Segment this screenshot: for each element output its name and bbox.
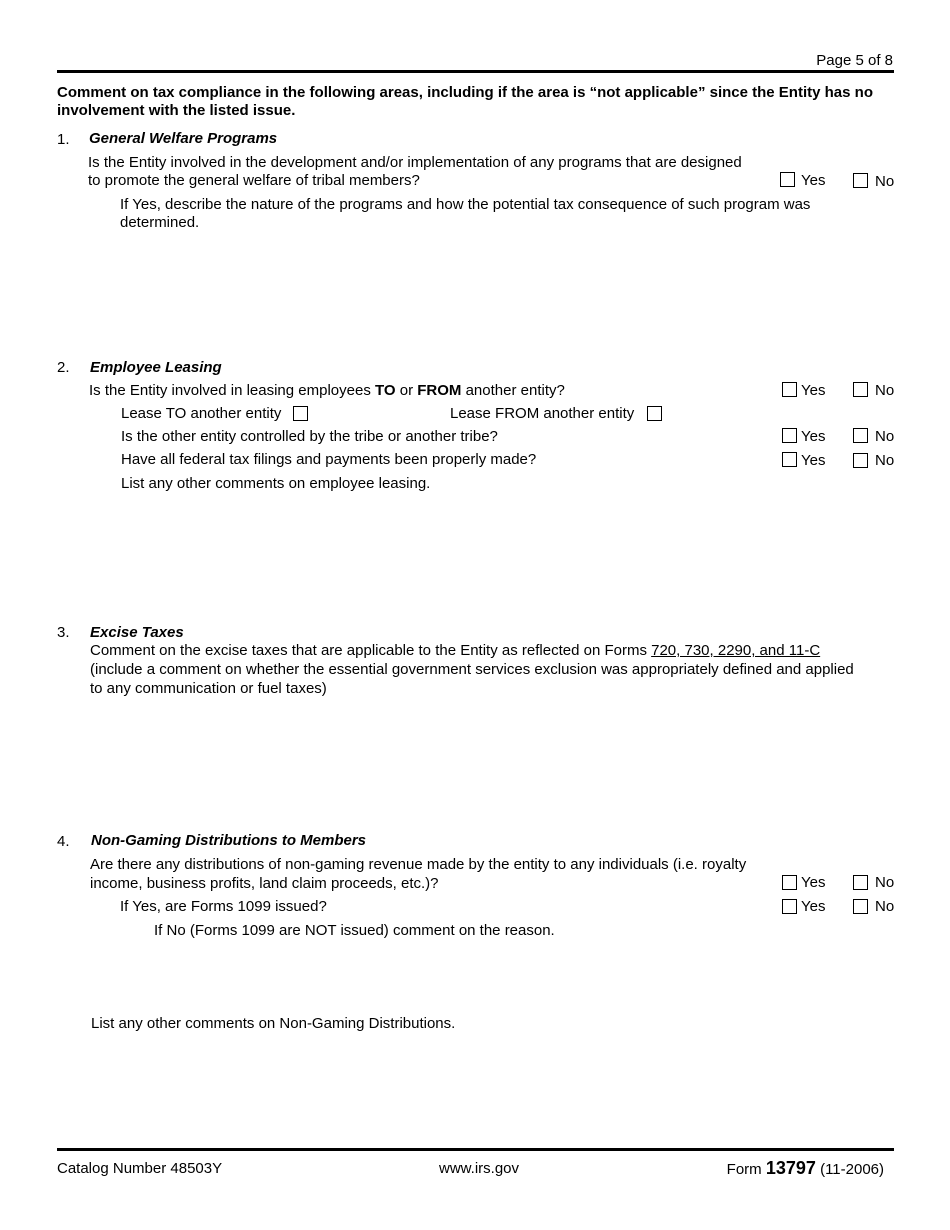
section-3-number: 3. [57,624,70,641]
intro-text: Comment on tax compliance in the following areas, including if the area is “not applicable” since the Entity has no involvement with the listed issue. [57,84,873,119]
s3-forms-link[interactable]: 720, 730, 2290, and 11-C [651,642,821,659]
s2-question-or: or [395,382,418,399]
s2-filings-no-label: No [875,452,895,469]
s2-filings-no-checkbox[interactable] [853,453,868,468]
s2-controlled-yes-label: Yes [801,428,826,445]
s1-no-label: No [875,173,895,190]
page-number: Page 5 of 8 [816,52,893,69]
s4-if-no-prompt: If No (Forms 1099 are NOT issued) comment on the reason. [154,922,555,939]
s4-distributions-no-label: No [875,874,895,891]
s2-controlled-no-label: No [875,428,895,445]
s3-line1 [90,642,820,659]
s1-yes-checkbox[interactable] [780,172,795,187]
s3-line1-text: Comment on the excise taxes that are applicable to the Entity as reflected on Forms [90,642,652,659]
form-id [727,1158,884,1179]
s1-followup-line1: If Yes, describe the nature of the programs and how the potential tax consequence of such program was [120,196,811,213]
s2-lease-from-label: Lease FROM another entity [450,405,635,422]
top-rule [57,70,894,73]
s2-leasing-yes-checkbox[interactable] [782,382,797,397]
s2-question-to: TO [375,382,396,399]
section-2-title: Employee Leasing [90,359,222,376]
s3-line2: (include a comment on whether the essential government services exclusion was appropriately defined and applied [90,661,854,678]
s2-controlled-yes-checkbox[interactable] [782,428,797,443]
s2-leasing-no-label: No [875,382,895,399]
s4-distributions-yes-label: Yes [801,874,826,891]
s1-question-line1: Is the Entity involved in the development and/or implementation of any programs that are designed [88,154,742,171]
s2-lease-to-checkbox[interactable] [293,406,308,421]
section-4-title: Non-Gaming Distributions to Members [91,832,367,849]
s2-comments-prompt: List any other comments on employee leasing. [121,475,431,492]
s1-question-line2: to promote the general welfare of tribal members? [88,172,420,189]
s4-question-line1: Are there any distributions of non-gaming revenue made by the entity to any individuals (i.e. royalty [90,856,747,873]
s4-question-line2: income, business profits, land claim proceeds, etc.)? [90,875,439,892]
form-number: 13797 [765,1158,816,1178]
s4-1099-no-label: No [875,898,895,915]
s2-question-pre: Is the Entity involved in leasing employees [89,382,375,399]
section-3-title: Excise Taxes [90,624,184,641]
s2-leasing-yes-label: Yes [801,382,826,399]
section-1-number: 1. [57,131,70,148]
s2-question-post: another entity? [461,382,565,399]
section-2-number: 2. [57,359,70,376]
catalog-number: Catalog Number 48503Y [57,1160,223,1177]
s2-lease-from-checkbox[interactable] [647,406,662,421]
s2-filings-question: Have all federal tax filings and payments been properly made? [121,451,537,468]
s2-lease-to-label: Lease TO another entity [121,405,282,422]
s3-line3: to any communication or fuel taxes) [90,680,327,697]
website: www.irs.gov [439,1160,520,1177]
s1-followup-line2: determined. [120,214,200,231]
s4-1099-yes-checkbox[interactable] [782,899,797,914]
s2-question [89,382,565,399]
s4-1099-no-checkbox[interactable] [853,899,868,914]
s4-distributions-no-checkbox[interactable] [853,875,868,890]
s2-controlled-no-checkbox[interactable] [853,428,868,443]
s2-filings-yes-label: Yes [801,452,826,469]
section-1-title: General Welfare Programs [89,130,278,147]
section-4-number: 4. [57,833,70,850]
bottom-rule [57,1148,894,1151]
s1-no-checkbox[interactable] [853,173,868,188]
s4-comments-prompt: List any other comments on Non-Gaming Distributions. [91,1015,456,1032]
form-prefix: Form [726,1161,766,1178]
form-date: (11-2006) [815,1161,884,1178]
s2-leasing-no-checkbox[interactable] [853,382,868,397]
s2-controlled-question: Is the other entity controlled by the tribe or another tribe? [121,428,498,445]
s4-1099-yes-label: Yes [801,898,826,915]
s4-1099-question: If Yes, are Forms 1099 issued? [120,898,327,915]
s2-filings-yes-checkbox[interactable] [782,452,797,467]
s4-distributions-yes-checkbox[interactable] [782,875,797,890]
s2-question-from: FROM [417,382,462,399]
s1-yes-label: Yes [801,172,826,189]
